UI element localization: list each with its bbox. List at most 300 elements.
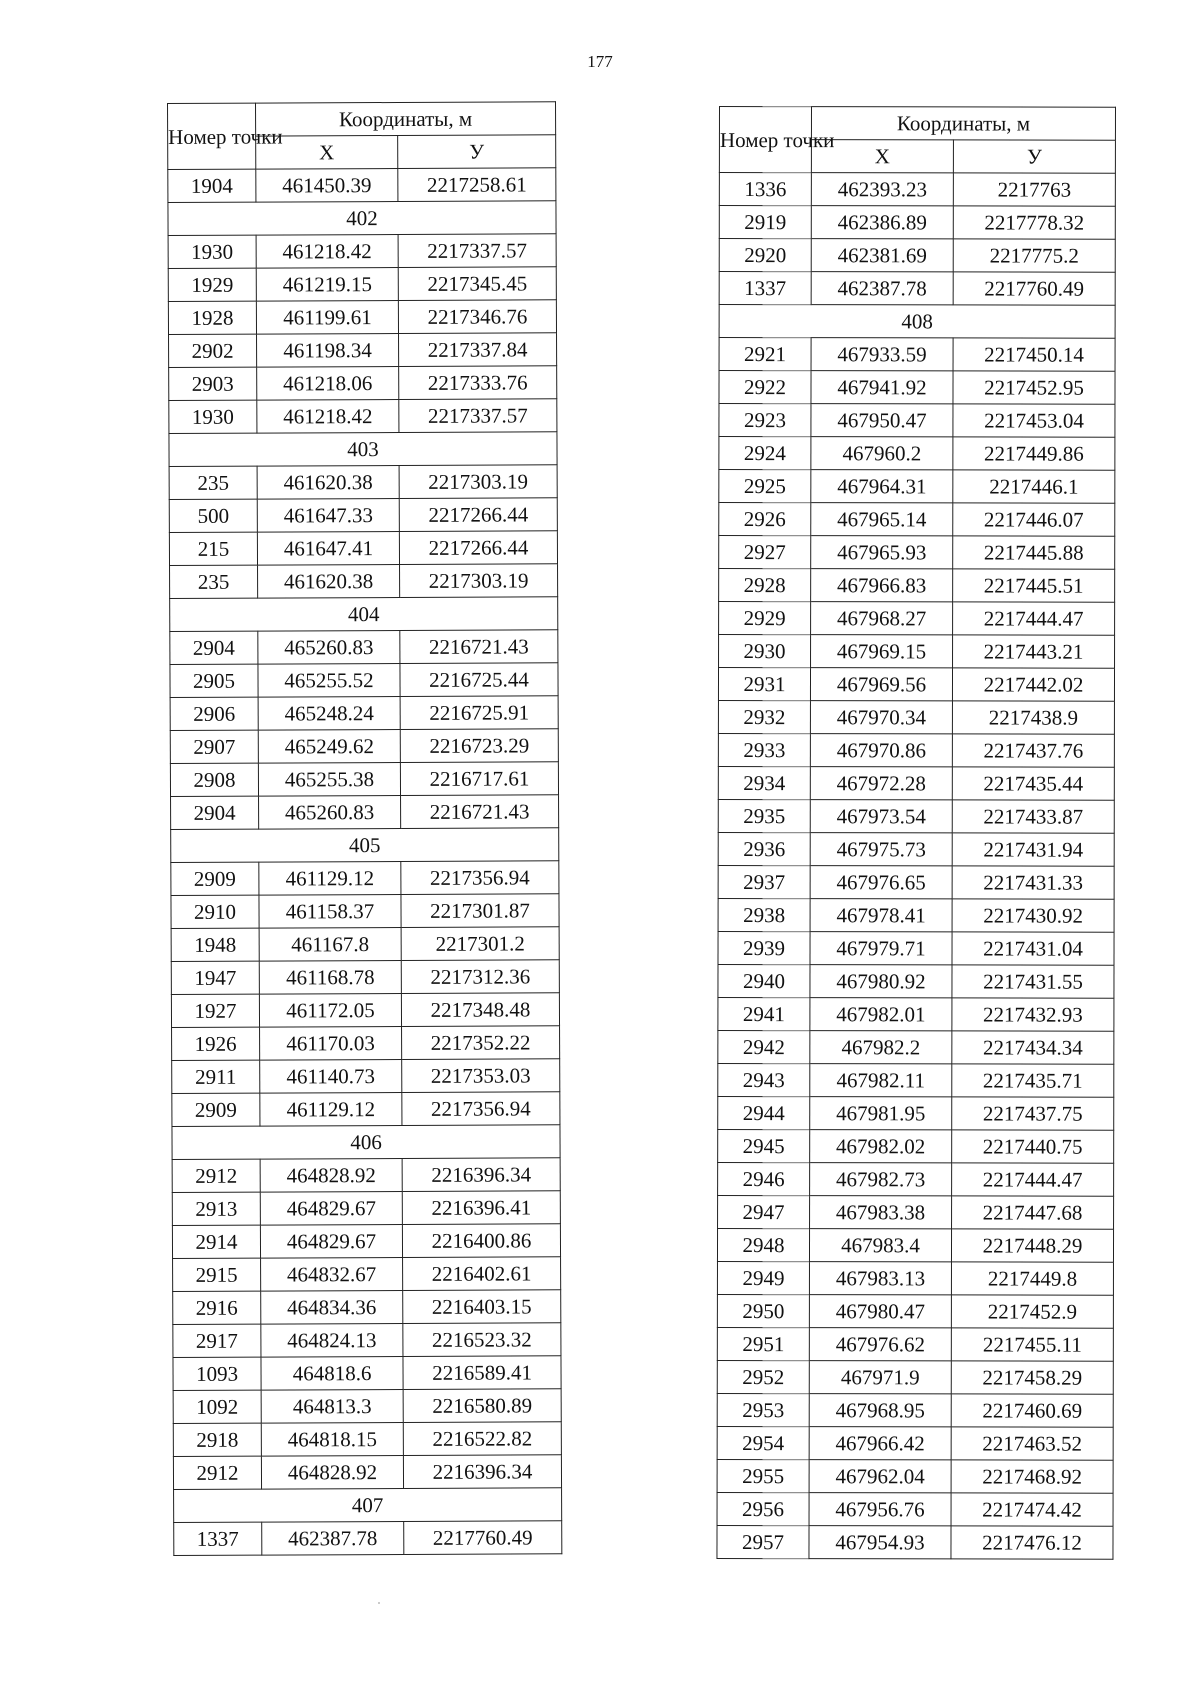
y-coordinate-cell: 2217431.33 <box>952 866 1114 899</box>
table-row <box>168 267 556 302</box>
table-row <box>718 766 1114 800</box>
table-row <box>173 1290 561 1325</box>
table-row <box>719 173 1115 207</box>
x-coordinate-cell: 461140.73 <box>260 1059 402 1093</box>
y-coordinate-cell: 2216396.34 <box>403 1455 561 1489</box>
table-row <box>719 602 1115 636</box>
table-row <box>171 960 559 995</box>
table-row <box>717 1393 1113 1427</box>
y-coordinate-cell: 2217444.47 <box>952 1163 1114 1196</box>
coordinates-header: Координаты, м <box>256 102 556 136</box>
x-column-header: X <box>811 140 953 173</box>
point-number-cell: 2929 <box>719 602 811 635</box>
y-coordinate-cell: 2217337.57 <box>399 399 557 433</box>
table-row <box>718 1063 1114 1097</box>
point-number-cell: 2921 <box>719 338 811 371</box>
y-coordinate-cell: 2217431.55 <box>952 965 1114 998</box>
section-row <box>170 597 558 632</box>
point-number-cell: 2914 <box>172 1225 260 1258</box>
coordinates-header: Координаты, м <box>811 107 1115 141</box>
y-coordinate-cell: 2217778.32 <box>953 206 1115 239</box>
point-number-cell: 1947 <box>171 961 259 994</box>
y-coordinate-cell: 2217437.76 <box>952 734 1114 767</box>
point-number-cell: 2909 <box>171 862 259 895</box>
y-coordinate-cell: 2216725.44 <box>400 663 558 697</box>
point-number-cell: 1093 <box>173 1357 261 1390</box>
section-label: 406 <box>172 1125 560 1160</box>
point-number-cell: 1092 <box>173 1390 261 1423</box>
y-coordinate-cell: 2217446.1 <box>953 470 1115 503</box>
y-coordinate-cell: 2217455.11 <box>951 1328 1113 1361</box>
table-row <box>719 272 1115 306</box>
table-row <box>719 371 1115 405</box>
y-coordinate-cell: 2217431.04 <box>952 932 1114 965</box>
x-coordinate-cell: 467941.92 <box>811 371 953 404</box>
point-number-cell: 1336 <box>719 173 811 206</box>
point-number-cell: 2912 <box>173 1456 261 1489</box>
table-row <box>717 1492 1113 1526</box>
point-number-cell: 2944 <box>718 1096 810 1129</box>
x-column-header: X <box>256 135 398 169</box>
table-body-right <box>717 173 1115 1560</box>
y-coordinate-cell: 2217449.86 <box>953 437 1115 470</box>
table-row <box>173 1389 561 1424</box>
point-number-cell: 2926 <box>719 503 811 536</box>
point-number-cell: 2938 <box>718 898 810 931</box>
point-number-cell: 2925 <box>719 470 811 503</box>
y-coordinate-cell: 2217301.87 <box>401 894 559 928</box>
x-coordinate-cell: 467970.34 <box>810 701 952 734</box>
y-coordinate-cell: 2217346.76 <box>398 300 556 334</box>
point-number-cell: 2941 <box>718 997 810 1030</box>
table-row <box>172 1224 560 1259</box>
y-coordinate-cell: 2216589.41 <box>403 1356 561 1390</box>
table-row <box>719 437 1115 471</box>
y-column-header: У <box>953 140 1115 173</box>
y-coordinate-cell: 2217266.44 <box>399 531 557 565</box>
section-label: 404 <box>170 597 558 632</box>
y-coordinate-cell: 2217303.19 <box>400 564 558 598</box>
x-coordinate-cell: 465260.83 <box>259 795 401 829</box>
x-coordinate-cell: 467969.15 <box>811 635 953 668</box>
y-coordinate-cell: 2217460.69 <box>951 1394 1113 1427</box>
page-number: 177 <box>587 52 613 71</box>
y-coordinate-cell: 2216396.41 <box>402 1191 560 1225</box>
x-coordinate-cell: 467969.56 <box>810 668 952 701</box>
point-number-cell: 1929 <box>168 268 256 301</box>
y-coordinate-cell: 2216522.82 <box>403 1422 561 1456</box>
y-coordinate-cell: 2217760.49 <box>404 1521 562 1555</box>
table-row <box>169 531 557 566</box>
y-coordinate-cell: 2217266.44 <box>399 498 557 532</box>
table-row <box>173 1455 561 1490</box>
point-number-cell: 2902 <box>169 334 257 367</box>
y-coordinate-cell: 2217352.22 <box>402 1026 560 1060</box>
x-coordinate-cell: 467979.71 <box>810 932 952 965</box>
point-number-cell: 2930 <box>719 635 811 668</box>
point-number-cell: 2910 <box>171 895 259 928</box>
point-number-cell: 2945 <box>718 1129 810 1162</box>
table-row <box>718 898 1114 932</box>
y-coordinate-cell: 2217448.29 <box>951 1229 1113 1262</box>
y-coordinate-cell: 2216580.89 <box>403 1389 561 1423</box>
y-coordinate-cell: 2217445.88 <box>953 536 1115 569</box>
y-coordinate-cell: 2216396.34 <box>402 1158 560 1192</box>
x-coordinate-cell: 462393.23 <box>811 173 953 206</box>
scan-speck <box>378 1602 380 1604</box>
x-coordinate-cell: 467965.93 <box>811 536 953 569</box>
table-row <box>172 1092 560 1127</box>
x-coordinate-cell: 461158.37 <box>259 894 401 928</box>
y-coordinate-cell: 2217452.95 <box>953 371 1115 404</box>
table-row <box>172 1158 560 1193</box>
x-coordinate-cell: 465248.24 <box>258 696 400 730</box>
point-number-cell: 2950 <box>717 1294 809 1327</box>
x-coordinate-cell: 467980.92 <box>810 965 952 998</box>
y-coordinate-cell: 2217435.44 <box>952 767 1114 800</box>
x-coordinate-cell: 465255.38 <box>258 762 400 796</box>
table-row <box>717 1294 1113 1328</box>
point-number-cell: 2933 <box>718 733 810 766</box>
table-row <box>169 498 557 533</box>
x-coordinate-cell: 467965.14 <box>811 503 953 536</box>
y-coordinate-cell: 2217431.94 <box>952 833 1114 866</box>
x-coordinate-cell: 467968.27 <box>811 602 953 635</box>
table-row <box>168 300 556 335</box>
point-number-cell: 2954 <box>717 1426 809 1459</box>
x-coordinate-cell: 467972.28 <box>810 767 952 800</box>
y-coordinate-cell: 2217449.8 <box>951 1262 1113 1295</box>
x-coordinate-cell: 467982.2 <box>810 1031 952 1064</box>
table-row <box>718 1030 1114 1064</box>
x-coordinate-cell: 461647.33 <box>257 498 399 532</box>
table-row <box>173 1323 561 1358</box>
x-coordinate-cell: 467975.73 <box>810 833 952 866</box>
y-coordinate-cell: 2216400.86 <box>402 1224 560 1258</box>
y-coordinate-cell: 2217452.9 <box>951 1295 1113 1328</box>
y-coordinate-cell: 2217468.92 <box>951 1460 1113 1493</box>
table-row <box>169 399 557 434</box>
y-coordinate-cell: 2216723.29 <box>400 729 558 763</box>
y-coordinate-cell: 2216523.32 <box>403 1323 561 1357</box>
point-number-cell: 2936 <box>718 832 810 865</box>
x-coordinate-cell: 461170.03 <box>260 1026 402 1060</box>
point-number-cell: 1930 <box>168 235 256 268</box>
coordinates-table-left <box>167 101 562 1556</box>
point-number-cell: 2923 <box>719 404 811 437</box>
x-coordinate-cell: 464828.92 <box>261 1455 403 1489</box>
point-number-cell: 2937 <box>718 865 810 898</box>
point-number-cell: 215 <box>169 532 257 565</box>
table-row <box>718 799 1114 833</box>
point-number-cell: 1927 <box>171 994 259 1027</box>
table-row <box>174 1521 562 1556</box>
point-number-cell: 1928 <box>168 301 256 334</box>
point-number-cell: 235 <box>169 466 257 499</box>
y-coordinate-cell: 2217433.87 <box>952 800 1114 833</box>
point-number-cell: 2947 <box>718 1195 810 1228</box>
point-number-cell: 1930 <box>169 400 257 433</box>
point-number-cell: 2931 <box>718 668 810 701</box>
table-row <box>718 964 1114 998</box>
x-coordinate-cell: 467950.47 <box>811 404 953 437</box>
y-coordinate-cell: 2217443.21 <box>953 635 1115 668</box>
x-coordinate-cell: 465249.62 <box>258 729 400 763</box>
y-coordinate-cell: 2217348.48 <box>401 993 559 1027</box>
y-coordinate-cell: 2217356.94 <box>402 1092 560 1126</box>
x-coordinate-cell: 462387.78 <box>811 272 953 305</box>
y-coordinate-cell: 2217333.76 <box>399 366 557 400</box>
point-number-cell: 2934 <box>718 766 810 799</box>
table-row <box>718 1195 1114 1229</box>
x-coordinate-cell: 467964.31 <box>811 470 953 503</box>
point-number-cell: 2907 <box>170 730 258 763</box>
y-coordinate-cell: 2217447.68 <box>952 1196 1114 1229</box>
table-row <box>168 234 556 269</box>
table-row <box>717 1228 1113 1262</box>
y-coordinate-cell: 2217353.03 <box>402 1059 560 1093</box>
x-coordinate-cell: 467971.9 <box>809 1361 951 1394</box>
x-coordinate-cell: 467973.54 <box>810 800 952 833</box>
table-row <box>717 1459 1113 1493</box>
x-coordinate-cell: 464818.15 <box>261 1422 403 1456</box>
table-row <box>718 700 1114 734</box>
y-coordinate-cell: 2217440.75 <box>952 1130 1114 1163</box>
table-row <box>169 465 557 500</box>
table-row <box>717 1360 1113 1394</box>
y-coordinate-cell: 2217432.93 <box>952 998 1114 1031</box>
point-number-cell: 1948 <box>171 928 259 961</box>
point-number-cell: 2916 <box>173 1291 261 1324</box>
x-coordinate-cell: 461199.61 <box>256 300 398 334</box>
y-coordinate-cell: 2217437.75 <box>952 1097 1114 1130</box>
x-coordinate-cell: 467980.47 <box>809 1295 951 1328</box>
point-number-cell: 2905 <box>170 664 258 697</box>
point-number-cell: 2906 <box>170 697 258 730</box>
y-coordinate-cell: 2217775.2 <box>953 239 1115 272</box>
table-row <box>719 503 1115 537</box>
y-coordinate-cell: 2217476.12 <box>951 1526 1113 1559</box>
y-column-header: У <box>398 135 556 169</box>
section-row <box>168 201 556 236</box>
x-coordinate-cell: 464813.3 <box>261 1389 403 1423</box>
y-coordinate-cell: 2217435.71 <box>952 1064 1114 1097</box>
y-coordinate-cell: 2217450.14 <box>953 338 1115 371</box>
point-number-cell: 2939 <box>718 931 810 964</box>
x-coordinate-cell: 461647.41 <box>257 531 399 565</box>
table-row <box>719 536 1115 570</box>
section-label: 403 <box>169 432 557 467</box>
x-coordinate-cell: 467976.65 <box>810 866 952 899</box>
point-number-cell: 2955 <box>717 1459 809 1492</box>
point-number-cell: 2946 <box>718 1162 810 1195</box>
x-coordinate-cell: 467933.59 <box>811 338 953 371</box>
point-number-cell: 2940 <box>718 964 810 997</box>
x-coordinate-cell: 461167.8 <box>259 927 401 961</box>
section-row <box>172 1125 560 1160</box>
table-row <box>717 1525 1113 1559</box>
section-row <box>171 828 559 863</box>
point-number-cell: 2904 <box>171 796 259 829</box>
point-number-cell: 2956 <box>717 1492 809 1525</box>
section-row <box>174 1488 562 1523</box>
table-row <box>718 832 1114 866</box>
x-coordinate-cell: 467960.2 <box>811 437 953 470</box>
section-row <box>169 432 557 467</box>
table-row <box>170 729 558 764</box>
x-coordinate-cell: 462381.69 <box>811 239 953 272</box>
y-coordinate-cell: 2217446.07 <box>953 503 1115 536</box>
table-row <box>718 931 1114 965</box>
point-number-cell: 2932 <box>718 700 810 733</box>
x-coordinate-cell: 464829.67 <box>260 1191 402 1225</box>
table-row <box>719 206 1115 240</box>
x-coordinate-cell: 461129.12 <box>259 861 401 895</box>
table-row <box>169 333 557 368</box>
point-number-header: Номер точки <box>168 103 256 169</box>
y-coordinate-cell: 2216403.15 <box>403 1290 561 1324</box>
table-row <box>168 168 556 203</box>
y-coordinate-cell: 2216402.61 <box>403 1257 561 1291</box>
table-row <box>170 696 558 731</box>
x-coordinate-cell: 467966.42 <box>809 1427 951 1460</box>
table-row <box>718 865 1114 899</box>
table-row <box>170 630 558 665</box>
x-coordinate-cell: 461129.12 <box>260 1092 402 1126</box>
table-row <box>719 635 1115 669</box>
point-number-cell: 2953 <box>717 1393 809 1426</box>
table-row <box>719 239 1115 273</box>
point-number-header: Номер точки <box>719 107 811 173</box>
point-number-cell: 2909 <box>172 1093 260 1126</box>
x-coordinate-cell: 464818.6 <box>261 1356 403 1390</box>
y-coordinate-cell: 2217337.84 <box>399 333 557 367</box>
y-coordinate-cell: 2216717.61 <box>400 762 558 796</box>
x-coordinate-cell: 461450.39 <box>256 168 398 202</box>
point-number-cell: 1904 <box>168 169 256 202</box>
y-coordinate-cell: 2217453.04 <box>953 404 1115 437</box>
point-number-cell: 2927 <box>719 536 811 569</box>
point-number-cell: 2943 <box>718 1063 810 1096</box>
point-number-cell: 2911 <box>172 1060 260 1093</box>
table-row <box>718 1129 1114 1163</box>
table-row <box>171 894 559 929</box>
y-coordinate-cell: 2217463.52 <box>951 1427 1113 1460</box>
point-number-cell: 2915 <box>173 1258 261 1291</box>
section-label: 407 <box>174 1488 562 1523</box>
point-number-cell: 2912 <box>172 1159 260 1192</box>
x-coordinate-cell: 467978.41 <box>810 899 952 932</box>
x-coordinate-cell: 464834.36 <box>261 1290 403 1324</box>
table-body-left <box>168 168 562 1556</box>
section-label: 402 <box>168 201 556 236</box>
y-coordinate-cell: 2216725.91 <box>400 696 558 730</box>
x-coordinate-cell: 461198.34 <box>257 333 399 367</box>
point-number-cell: 2952 <box>717 1360 809 1393</box>
section-row <box>719 305 1115 339</box>
x-coordinate-cell: 467966.83 <box>811 569 953 602</box>
x-coordinate-cell: 467982.11 <box>810 1064 952 1097</box>
table-row <box>718 997 1114 1031</box>
point-number-cell: 235 <box>170 565 258 598</box>
point-number-cell: 2913 <box>172 1192 260 1225</box>
table-row <box>719 569 1115 603</box>
point-number-cell: 2917 <box>173 1324 261 1357</box>
table-row <box>173 1422 561 1457</box>
x-coordinate-cell: 461218.42 <box>257 399 399 433</box>
x-coordinate-cell: 467982.73 <box>810 1163 952 1196</box>
x-coordinate-cell: 465260.83 <box>258 630 400 664</box>
x-coordinate-cell: 464832.67 <box>261 1257 403 1291</box>
x-coordinate-cell: 467981.95 <box>810 1097 952 1130</box>
x-coordinate-cell: 467956.76 <box>809 1493 951 1526</box>
x-coordinate-cell: 462386.89 <box>811 206 953 239</box>
table-row <box>170 663 558 698</box>
table-row <box>718 1162 1114 1196</box>
point-number-cell: 1337 <box>719 272 811 305</box>
y-coordinate-cell: 2217258.61 <box>398 168 556 202</box>
table-row <box>718 733 1114 767</box>
x-coordinate-cell: 467983.13 <box>809 1262 951 1295</box>
point-number-cell: 2908 <box>170 763 258 796</box>
x-coordinate-cell: 464824.13 <box>261 1323 403 1357</box>
x-coordinate-cell: 467982.02 <box>810 1130 952 1163</box>
point-number-cell: 2957 <box>717 1525 809 1558</box>
x-coordinate-cell: 462387.78 <box>262 1521 404 1555</box>
point-number-cell: 2922 <box>719 371 811 404</box>
x-coordinate-cell: 467976.62 <box>809 1328 951 1361</box>
point-number-cell: 2942 <box>718 1030 810 1063</box>
table-row <box>171 795 559 830</box>
point-number-cell: 2949 <box>717 1261 809 1294</box>
x-coordinate-cell: 461172.05 <box>259 993 401 1027</box>
y-coordinate-cell: 2217303.19 <box>399 465 557 499</box>
x-coordinate-cell: 461218.42 <box>256 234 398 268</box>
table-row <box>719 404 1115 438</box>
y-coordinate-cell: 2217458.29 <box>951 1361 1113 1394</box>
point-number-cell: 1337 <box>174 1522 262 1555</box>
table-row <box>172 1059 560 1094</box>
table-row <box>717 1261 1113 1295</box>
point-number-cell: 2951 <box>717 1327 809 1360</box>
table-row <box>718 668 1114 702</box>
y-coordinate-cell: 2217474.42 <box>951 1493 1113 1526</box>
coordinates-table-right <box>716 106 1116 1560</box>
y-coordinate-cell: 2217356.94 <box>401 861 559 895</box>
y-coordinate-cell: 2217442.02 <box>952 668 1114 701</box>
table-row <box>173 1257 561 1292</box>
table-row <box>171 993 559 1028</box>
point-number-cell: 2948 <box>717 1228 809 1261</box>
table-row <box>172 1026 560 1061</box>
x-coordinate-cell: 461620.38 <box>257 465 399 499</box>
section-label: 408 <box>719 305 1115 339</box>
section-label: 405 <box>171 828 559 863</box>
table-row <box>172 1191 560 1226</box>
x-coordinate-cell: 461168.78 <box>259 960 401 994</box>
table-row <box>171 861 559 896</box>
point-number-cell: 2924 <box>719 437 811 470</box>
point-number-cell: 2918 <box>173 1423 261 1456</box>
table-row <box>717 1327 1113 1361</box>
y-coordinate-cell: 2216721.43 <box>400 630 558 664</box>
y-coordinate-cell: 2217430.92 <box>952 899 1114 932</box>
y-coordinate-cell: 2217337.57 <box>398 234 556 268</box>
point-number-cell: 500 <box>169 499 257 532</box>
table-row <box>170 762 558 797</box>
x-coordinate-cell: 467970.86 <box>810 734 952 767</box>
table-row <box>171 927 559 962</box>
